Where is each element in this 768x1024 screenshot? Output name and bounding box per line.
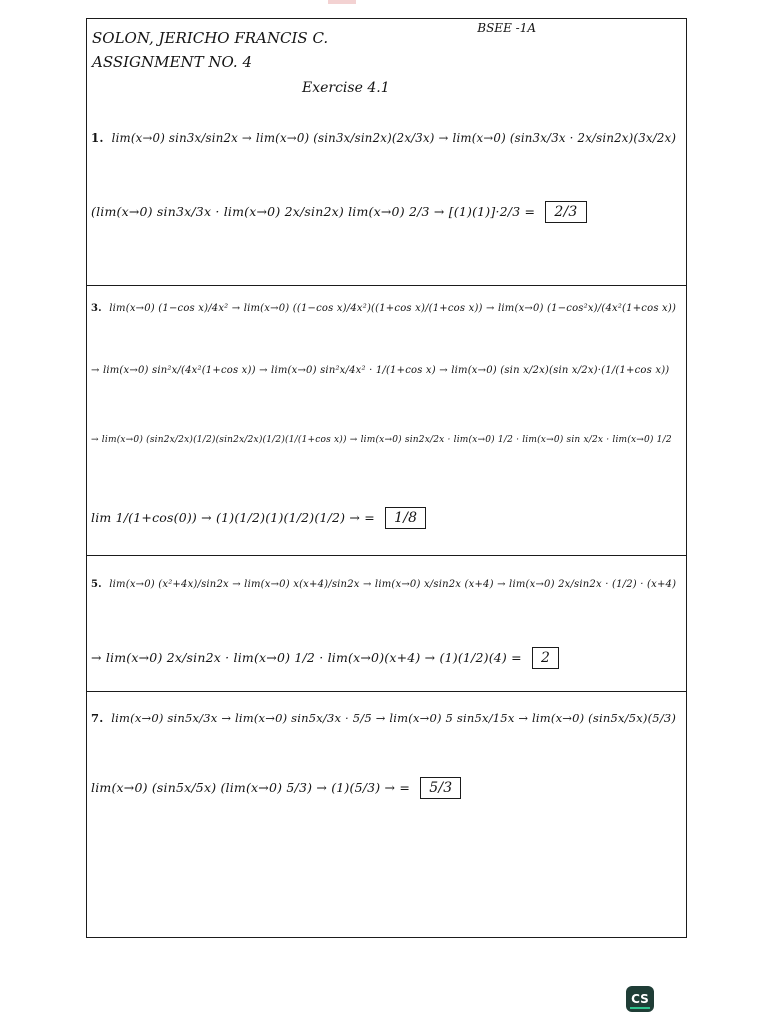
problem-line bbox=[91, 507, 426, 529]
step-text: → lim(x→0) (sin2x/2x)(1/2)(sin2x/2x)(1/2)(1/(1+cos x)) → lim(x→0) sin2x/2x · lim(x→0) 1/2 · lim(x→0) sin x/2x · lim(x→0) 1/2 bbox=[91, 435, 672, 445]
step-text: lim(x→0) (x²+4x)/sin2x → lim(x→0) x(x+4)/sin2x → lim(x→0) x/sin2x (x+4) → lim(x→0) 2x/sin2x · (1/2) · (x+4) bbox=[109, 579, 677, 590]
problem-line bbox=[91, 777, 461, 799]
step-text: → lim(x→0) 2x/sin2x · lim(x→0) 1/2 · lim(x→0)(x+4) → (1)(1/2)(4) = bbox=[91, 650, 522, 665]
section-divider bbox=[87, 691, 686, 692]
step-text: lim(x→0) (sin5x/5x) (lim(x→0) 5/3) → (1)(5/3) → = bbox=[91, 780, 411, 795]
problem-line bbox=[91, 711, 676, 725]
camscanner-logo bbox=[626, 986, 654, 1012]
student-name: SOLON, JERICHO FRANCIS C. bbox=[92, 29, 329, 47]
exercise-title: Exercise 4.1 bbox=[302, 80, 390, 96]
step-text: → lim(x→0) sin²x/(4x²(1+cos x)) → lim(x→0) sin²x/4x² · 1/(1+cos x) → lim(x→0) (sin x/2x)(sin x/2x)·(1/(1+cos x)) bbox=[91, 365, 670, 376]
logo-accent-bar bbox=[630, 1007, 650, 1009]
step-text: lim 1/(1+cos(0)) → (1)(1/2)(1)(1/2)(1/2) → = bbox=[91, 510, 375, 525]
problem-line bbox=[91, 647, 559, 669]
assignment-title: ASSIGNMENT NO. 4 bbox=[92, 53, 252, 71]
answer-box: 2 bbox=[532, 647, 559, 669]
problem-line bbox=[91, 303, 676, 314]
problem-line bbox=[91, 365, 669, 376]
problem-line bbox=[91, 579, 676, 590]
section-divider bbox=[87, 555, 686, 556]
step-text: lim(x→0) sin5x/3x → lim(x→0) sin5x/3x · 5/5 → lim(x→0) 5 sin5x/15x → lim(x→0) (sin5x/5x)(5/3) bbox=[111, 711, 677, 725]
answer-box: 2/3 bbox=[545, 201, 586, 223]
problem-number: 1. bbox=[91, 131, 104, 145]
step-text: (lim(x→0) sin3x/3x · lim(x→0) 2x/sin2x) lim(x→0) 2/3 → [(1)(1)]·2/3 = bbox=[91, 204, 536, 219]
problem-number: 5. bbox=[91, 579, 102, 590]
step-text: lim(x→0) (1−cos x)/4x² → lim(x→0) ((1−cos x)/4x²)((1+cos x)/(1+cos x)) → lim(x→0) (1−cos²x)/(4x²(1+cos x)) bbox=[109, 303, 677, 314]
logo-text: CS bbox=[631, 992, 649, 1006]
answer-box: 1/8 bbox=[385, 507, 426, 529]
section-divider bbox=[87, 285, 686, 286]
section-label: BSEE -1A bbox=[477, 21, 536, 35]
problem-number: 3. bbox=[91, 303, 102, 314]
problem-number: 7. bbox=[91, 711, 104, 725]
answer-box: 5/3 bbox=[420, 777, 461, 799]
step-text: lim(x→0) sin3x/sin2x → lim(x→0) (sin3x/sin2x)(2x/3x) → lim(x→0) (sin3x/3x · 2x/sin2x)(3x/2x) bbox=[111, 131, 677, 145]
problem-line bbox=[91, 201, 587, 223]
worksheet-page bbox=[86, 18, 687, 938]
problem-line bbox=[91, 435, 672, 445]
problem-line bbox=[91, 131, 676, 145]
top-edge-mark bbox=[328, 0, 356, 4]
